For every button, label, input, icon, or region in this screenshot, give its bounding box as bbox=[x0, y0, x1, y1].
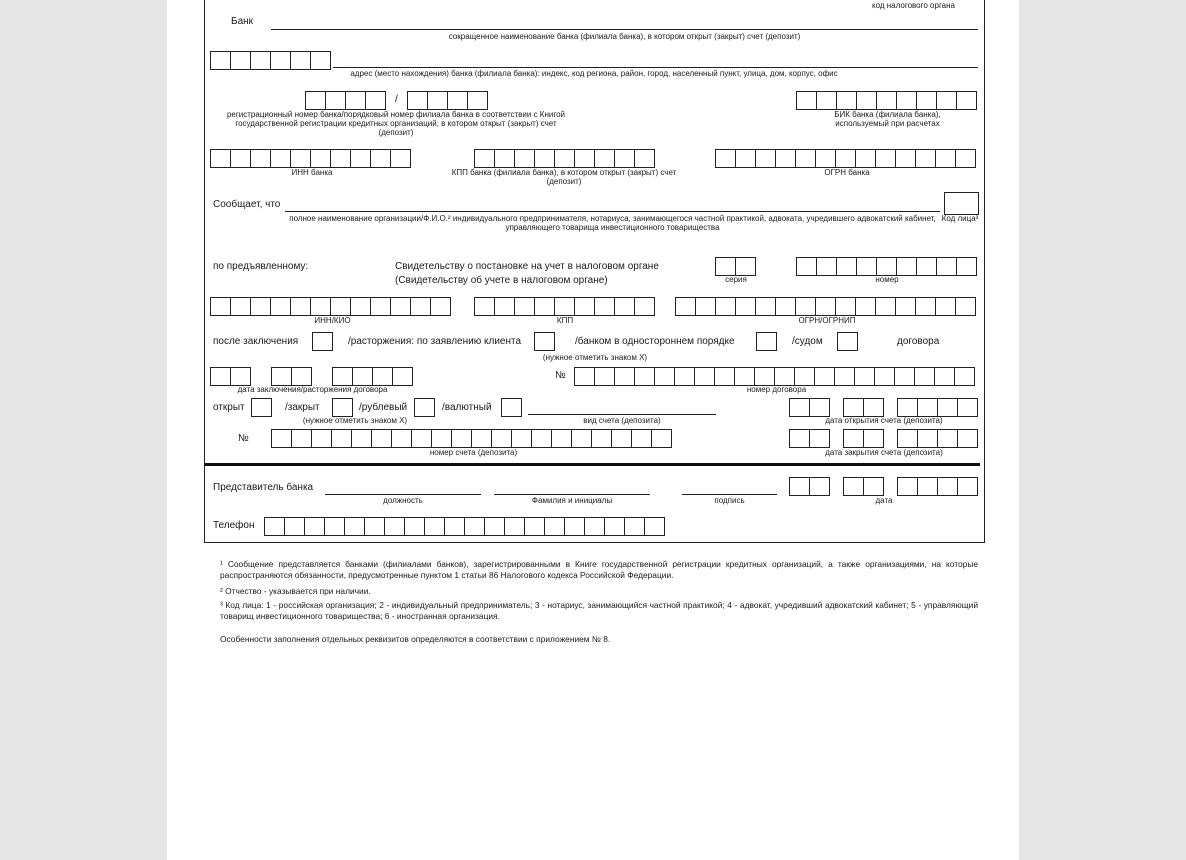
input-cell[interactable] bbox=[524, 517, 545, 536]
open-date-caption: дата открытия счета (депозита) bbox=[825, 416, 943, 425]
input-cell[interactable] bbox=[789, 398, 810, 417]
input-cell[interactable] bbox=[917, 429, 938, 448]
input-cell[interactable] bbox=[895, 297, 916, 316]
input-cell[interactable] bbox=[634, 297, 655, 316]
by-court-checkbox[interactable] bbox=[837, 332, 858, 351]
signature-line bbox=[682, 494, 777, 495]
bank-kpp-cells[interactable] bbox=[474, 149, 654, 167]
input-cell[interactable] bbox=[957, 398, 978, 417]
certificate-number-cells[interactable] bbox=[796, 257, 976, 275]
footnote-1: ¹ Сообщение представляется банками (филиалами банков), зарегистрированными в Книге государственной регистрации кредитных организаций, а также организациями, на которые распространяются обязанности, предусмотренные пунктом 1 статьи 86 Налогового кодекса Российской Федерации. bbox=[220, 559, 978, 581]
input-cell[interactable] bbox=[270, 149, 291, 168]
bank-name-line bbox=[271, 29, 978, 30]
input-cell[interactable] bbox=[654, 367, 675, 386]
input-cell[interactable] bbox=[290, 297, 311, 316]
client-inn-kio-cells[interactable] bbox=[210, 297, 450, 315]
input-cell[interactable] bbox=[410, 297, 431, 316]
input-cell[interactable] bbox=[464, 517, 485, 536]
input-cell[interactable] bbox=[250, 297, 271, 316]
input-cell[interactable] bbox=[674, 367, 695, 386]
input-cell[interactable] bbox=[431, 429, 452, 448]
input-cell[interactable] bbox=[574, 149, 595, 168]
input-cell[interactable] bbox=[351, 429, 372, 448]
input-cell[interactable] bbox=[814, 367, 835, 386]
open-date-year-cells[interactable] bbox=[897, 398, 977, 416]
sign-date-caption: дата bbox=[875, 496, 893, 505]
input-cell[interactable] bbox=[876, 257, 897, 276]
input-cell[interactable] bbox=[350, 297, 371, 316]
input-cell[interactable] bbox=[917, 477, 938, 496]
bank-reg-number-cells[interactable] bbox=[305, 91, 385, 109]
input-cell[interactable] bbox=[895, 149, 916, 168]
input-cell[interactable] bbox=[332, 367, 353, 386]
input-cell[interactable] bbox=[444, 517, 465, 536]
bank-label: Банк bbox=[231, 16, 254, 27]
input-cell[interactable] bbox=[914, 367, 935, 386]
person-code-caption: Код лица³ bbox=[941, 214, 979, 223]
input-cell[interactable] bbox=[511, 429, 532, 448]
input-cell[interactable] bbox=[836, 91, 857, 110]
input-cell[interactable] bbox=[310, 51, 331, 70]
account-opened-checkbox[interactable] bbox=[251, 398, 272, 417]
input-cell[interactable] bbox=[863, 477, 884, 496]
input-cell[interactable] bbox=[631, 429, 652, 448]
input-cell[interactable] bbox=[634, 367, 655, 386]
input-cell[interactable] bbox=[956, 91, 977, 110]
input-cell[interactable] bbox=[330, 149, 351, 168]
input-cell[interactable] bbox=[774, 367, 795, 386]
account-number-caption: номер счета (депозита) bbox=[429, 448, 518, 457]
input-cell[interactable] bbox=[305, 91, 326, 110]
input-cell[interactable] bbox=[310, 297, 331, 316]
bank-ogrn-cells[interactable] bbox=[715, 149, 975, 167]
input-cell[interactable] bbox=[372, 367, 393, 386]
input-cell[interactable] bbox=[917, 398, 938, 417]
input-cell[interactable] bbox=[735, 149, 756, 168]
account-closed-checkbox[interactable] bbox=[332, 398, 353, 417]
sign-date-year-cells[interactable] bbox=[897, 477, 977, 495]
input-cell[interactable] bbox=[789, 429, 810, 448]
input-cell[interactable] bbox=[843, 477, 864, 496]
input-cell[interactable] bbox=[614, 297, 635, 316]
input-cell[interactable] bbox=[407, 91, 428, 110]
branch-number-cells[interactable] bbox=[407, 91, 487, 109]
account-mark-x-caption: (нужное отметить знаком Х) bbox=[302, 416, 408, 425]
bank-inn-caption: ИНН банка bbox=[291, 168, 333, 177]
reports-label: Сообщает, что bbox=[213, 199, 281, 210]
input-cell[interactable] bbox=[854, 367, 875, 386]
input-cell[interactable] bbox=[611, 429, 632, 448]
input-cell[interactable] bbox=[836, 257, 857, 276]
input-cell[interactable] bbox=[391, 429, 412, 448]
input-cell[interactable] bbox=[955, 149, 976, 168]
input-cell[interactable] bbox=[594, 149, 615, 168]
open-date-day-cells[interactable] bbox=[789, 398, 829, 416]
section-divider bbox=[204, 463, 980, 466]
input-cell[interactable] bbox=[474, 149, 495, 168]
input-cell[interactable] bbox=[494, 149, 515, 168]
client-inn-kio-caption: ИНН/КИО bbox=[314, 316, 351, 325]
contract-date-month-cells[interactable] bbox=[271, 367, 311, 385]
certificate-number-caption: номер bbox=[875, 275, 899, 284]
input-cell[interactable] bbox=[325, 91, 346, 110]
input-cell[interactable] bbox=[350, 149, 371, 168]
input-cell[interactable] bbox=[937, 398, 958, 417]
client-name-caption: полное наименование организации/Ф.И.О.² индивидуального предпринимателя, нотариуса, занимающегося частной практикой, адвоката, учредившего адвокатский кабинет, управляющего товарища инвестиционного товарищества bbox=[289, 214, 936, 233]
by-bank-checkbox[interactable] bbox=[756, 332, 777, 351]
input-cell[interactable] bbox=[789, 477, 810, 496]
input-cell[interactable] bbox=[915, 149, 936, 168]
input-cell[interactable] bbox=[574, 297, 595, 316]
client-name-line bbox=[285, 211, 940, 212]
input-cell[interactable] bbox=[364, 517, 385, 536]
input-cell[interactable] bbox=[855, 297, 876, 316]
input-cell[interactable] bbox=[896, 91, 917, 110]
input-cell[interactable] bbox=[937, 429, 958, 448]
currency-label: /валютный bbox=[442, 402, 492, 413]
close-date-day-cells[interactable] bbox=[789, 429, 829, 447]
input-cell[interactable] bbox=[427, 91, 448, 110]
input-cell[interactable] bbox=[957, 477, 978, 496]
input-cell[interactable] bbox=[474, 297, 495, 316]
input-cell[interactable] bbox=[467, 91, 488, 110]
input-cell[interactable] bbox=[915, 297, 936, 316]
input-cell[interactable] bbox=[734, 367, 755, 386]
input-cell[interactable] bbox=[344, 517, 365, 536]
input-cell[interactable] bbox=[809, 429, 830, 448]
input-cell[interactable] bbox=[863, 398, 884, 417]
input-cell[interactable] bbox=[250, 51, 271, 70]
contract-number-caption: номер договора bbox=[746, 385, 807, 394]
input-cell[interactable] bbox=[311, 429, 332, 448]
tax-authority-code-caption: код налогового органа bbox=[872, 1, 955, 10]
input-cell[interactable] bbox=[230, 297, 251, 316]
input-cell[interactable] bbox=[634, 149, 655, 168]
input-cell[interactable] bbox=[290, 51, 311, 70]
by-court-label: /судом bbox=[792, 336, 823, 347]
account-number-cells[interactable] bbox=[271, 429, 671, 447]
input-cell[interactable] bbox=[411, 429, 432, 448]
input-cell[interactable] bbox=[754, 367, 775, 386]
input-cell[interactable] bbox=[514, 297, 535, 316]
input-cell[interactable] bbox=[390, 297, 411, 316]
bank-ogrn-caption: ОГРН банка bbox=[824, 168, 870, 177]
input-cell[interactable] bbox=[324, 517, 345, 536]
footnote-4: Особенности заполнения отдельных реквизитов определяются в соответствии с приложением № 8. bbox=[220, 634, 611, 644]
input-cell[interactable] bbox=[651, 429, 672, 448]
input-cell[interactable] bbox=[843, 398, 864, 417]
input-cell[interactable] bbox=[594, 297, 615, 316]
input-cell[interactable] bbox=[863, 429, 884, 448]
contract-date-caption: дата заключения/расторжения договора bbox=[237, 385, 388, 394]
input-cell[interactable] bbox=[875, 297, 896, 316]
input-cell[interactable] bbox=[897, 429, 918, 448]
input-cell[interactable] bbox=[856, 91, 877, 110]
client-kpp-caption: КПП bbox=[556, 316, 574, 325]
input-cell[interactable] bbox=[451, 429, 472, 448]
input-cell[interactable] bbox=[554, 297, 575, 316]
input-cell[interactable] bbox=[392, 367, 413, 386]
input-cell[interactable] bbox=[796, 257, 817, 276]
input-cell[interactable] bbox=[894, 367, 915, 386]
input-cell[interactable] bbox=[230, 51, 251, 70]
certificate-line1: Свидетельству о постановке на учет в налоговом органе bbox=[395, 261, 659, 272]
input-cell[interactable] bbox=[809, 398, 830, 417]
input-cell[interactable] bbox=[424, 517, 445, 536]
input-cell[interactable] bbox=[916, 91, 937, 110]
input-cell[interactable] bbox=[574, 367, 595, 386]
input-cell[interactable] bbox=[936, 91, 957, 110]
input-cell[interactable] bbox=[210, 367, 231, 386]
input-cell[interactable] bbox=[815, 149, 836, 168]
bank-address-caption: адрес (место нахождения) банка (филиала банка): индекс, код региона, район, город, населенный пункт, улица, дом, корпус, офис bbox=[350, 69, 838, 78]
input-cell[interactable] bbox=[796, 91, 817, 110]
termination-by-client-checkbox[interactable] bbox=[534, 332, 555, 351]
input-cell[interactable] bbox=[291, 429, 312, 448]
input-cell[interactable] bbox=[271, 367, 292, 386]
contract-number-sign: № bbox=[555, 370, 566, 381]
account-closed-label: /закрыт bbox=[285, 402, 320, 413]
input-cell[interactable] bbox=[551, 429, 572, 448]
input-cell[interactable] bbox=[695, 297, 716, 316]
phone-cells[interactable] bbox=[264, 517, 664, 535]
input-cell[interactable] bbox=[484, 517, 505, 536]
input-cell[interactable] bbox=[430, 297, 451, 316]
input-cell[interactable] bbox=[956, 257, 977, 276]
input-cell[interactable] bbox=[290, 149, 311, 168]
certificate-series-cells[interactable] bbox=[715, 257, 755, 275]
input-cell[interactable] bbox=[795, 297, 816, 316]
input-cell[interactable] bbox=[955, 297, 976, 316]
bik-caption: БИК банка (филиала банка), используемый при расчетах bbox=[834, 110, 941, 129]
input-cell[interactable] bbox=[934, 367, 955, 386]
input-cell[interactable] bbox=[794, 367, 815, 386]
input-cell[interactable] bbox=[875, 149, 896, 168]
representative-label: Представитель банка bbox=[213, 482, 314, 493]
input-cell[interactable] bbox=[896, 257, 917, 276]
input-cell[interactable] bbox=[897, 477, 918, 496]
input-cell[interactable] bbox=[916, 257, 937, 276]
input-cell[interactable] bbox=[935, 297, 956, 316]
client-ogrn-caption: ОГРН/ОГРНИП bbox=[798, 316, 856, 325]
input-cell[interactable] bbox=[755, 297, 776, 316]
input-cell[interactable] bbox=[370, 297, 391, 316]
input-cell[interactable] bbox=[735, 297, 756, 316]
input-cell[interactable] bbox=[404, 517, 425, 536]
input-cell[interactable] bbox=[816, 91, 837, 110]
input-cell[interactable] bbox=[591, 429, 612, 448]
account-number-sign: № bbox=[238, 433, 249, 444]
presented-label: по предъявленному: bbox=[213, 261, 309, 272]
input-cell[interactable] bbox=[604, 517, 625, 536]
bank-kpp-caption: КПП банка (филиала банка), в котором открыт (закрыт) счет (депозит) bbox=[451, 168, 677, 187]
input-cell[interactable] bbox=[230, 367, 251, 386]
input-cell[interactable] bbox=[210, 297, 231, 316]
input-cell[interactable] bbox=[365, 91, 386, 110]
input-cell[interactable] bbox=[544, 517, 565, 536]
bank-region-code-cells[interactable] bbox=[210, 51, 330, 69]
input-cell[interactable] bbox=[291, 367, 312, 386]
name-line bbox=[494, 494, 650, 495]
contract-date-year-cells[interactable] bbox=[332, 367, 412, 385]
by-bank-label: /банком в одностороннем порядке bbox=[575, 336, 735, 347]
input-cell[interactable] bbox=[514, 149, 535, 168]
input-cell[interactable] bbox=[834, 367, 855, 386]
phone-label: Телефон bbox=[213, 520, 255, 531]
bank-address-line bbox=[333, 67, 978, 68]
input-cell[interactable] bbox=[856, 257, 877, 276]
input-cell[interactable] bbox=[250, 149, 271, 168]
client-kpp-cells[interactable] bbox=[474, 297, 654, 315]
close-date-month-cells[interactable] bbox=[843, 429, 883, 447]
input-cell[interactable] bbox=[855, 149, 876, 168]
termination-by-client-label: /расторжения: по заявлению клиента bbox=[348, 336, 522, 347]
input-cell[interactable] bbox=[614, 367, 635, 386]
input-cell[interactable] bbox=[371, 429, 392, 448]
input-cell[interactable] bbox=[935, 149, 956, 168]
input-cell[interactable] bbox=[345, 91, 366, 110]
input-cell[interactable] bbox=[624, 517, 645, 536]
input-cell[interactable] bbox=[310, 149, 331, 168]
input-cell[interactable] bbox=[447, 91, 468, 110]
input-cell[interactable] bbox=[809, 477, 830, 496]
position-caption: должность bbox=[383, 496, 423, 505]
input-cell[interactable] bbox=[775, 149, 796, 168]
input-cell[interactable] bbox=[843, 429, 864, 448]
input-cell[interactable] bbox=[284, 517, 305, 536]
input-cell[interactable] bbox=[755, 149, 776, 168]
after-conclusion-label: после заключения bbox=[213, 336, 299, 347]
contract-word: договора bbox=[897, 336, 940, 347]
close-date-caption: дата закрытия счета (депозита) bbox=[825, 448, 943, 457]
input-cell[interactable] bbox=[230, 149, 251, 168]
input-cell[interactable] bbox=[571, 429, 592, 448]
input-cell[interactable] bbox=[331, 429, 352, 448]
input-cell[interactable] bbox=[644, 517, 665, 536]
input-cell[interactable] bbox=[271, 429, 292, 448]
input-cell[interactable] bbox=[874, 367, 895, 386]
account-type-line bbox=[528, 414, 716, 415]
sign-date-day-cells[interactable] bbox=[789, 477, 829, 495]
input-cell[interactable] bbox=[795, 149, 816, 168]
contract-mark-x-caption: (нужное отметить знаком Х) bbox=[542, 353, 648, 362]
input-cell[interactable] bbox=[835, 149, 856, 168]
certificate-series-caption: серия bbox=[725, 275, 747, 284]
input-cell[interactable] bbox=[471, 429, 492, 448]
account-opened-label: открыт bbox=[213, 402, 245, 413]
input-cell[interactable] bbox=[554, 149, 575, 168]
account-type-caption: вид счета (депозита) bbox=[583, 416, 661, 425]
input-cell[interactable] bbox=[390, 149, 411, 168]
bik-cells[interactable] bbox=[796, 91, 976, 109]
input-cell[interactable] bbox=[270, 51, 291, 70]
client-ogrn-cells[interactable] bbox=[675, 297, 975, 315]
input-cell[interactable] bbox=[264, 517, 285, 536]
input-cell[interactable] bbox=[936, 257, 957, 276]
contract-number-cells[interactable] bbox=[574, 367, 974, 385]
footnote-3: ³ Код лица: 1 - российская организация; 2 - индивидуальный предприниматель; 3 - нотариус, занимающийся частной практикой; 4 - адвокат, учредивший адвокатский кабинет; 5 - управляющий товарищ инвестиционного товарищества; 6 - иностранная организация. bbox=[220, 600, 978, 622]
input-cell[interactable] bbox=[494, 297, 515, 316]
input-cell[interactable] bbox=[957, 429, 978, 448]
input-cell[interactable] bbox=[835, 297, 856, 316]
input-cell[interactable] bbox=[304, 517, 325, 536]
input-cell[interactable] bbox=[954, 367, 975, 386]
input-cell[interactable] bbox=[937, 477, 958, 496]
bank-reg-number-caption: регистрационный номер банка/порядковый номер филиала банка в соответствии с Книгой государственной регистрации кредитных организаций, в котором открыт (закрыт) счет (депозит) bbox=[226, 110, 566, 138]
position-line bbox=[325, 494, 481, 495]
input-cell[interactable] bbox=[352, 367, 373, 386]
input-cell[interactable] bbox=[816, 257, 837, 276]
input-cell[interactable] bbox=[675, 297, 696, 316]
bank-inn-cells[interactable] bbox=[210, 149, 410, 167]
open-date-month-cells[interactable] bbox=[843, 398, 883, 416]
currency-checkbox[interactable] bbox=[501, 398, 522, 417]
certificate-line2: (Свидетельству об учете в налоговом органе) bbox=[395, 275, 608, 286]
input-cell[interactable] bbox=[210, 149, 231, 168]
input-cell[interactable] bbox=[270, 297, 291, 316]
conclusion-checkbox[interactable] bbox=[312, 332, 333, 351]
contract-date-day-cells[interactable] bbox=[210, 367, 250, 385]
input-cell[interactable] bbox=[614, 149, 635, 168]
input-cell[interactable] bbox=[534, 297, 555, 316]
input-cell[interactable] bbox=[815, 297, 836, 316]
input-cell[interactable] bbox=[531, 429, 552, 448]
input-cell[interactable] bbox=[534, 149, 555, 168]
input-cell[interactable] bbox=[694, 367, 715, 386]
input-cell[interactable] bbox=[714, 367, 735, 386]
input-cell[interactable] bbox=[735, 257, 756, 276]
name-caption: Фамилия и инициалы bbox=[531, 496, 613, 505]
bank-short-name-caption: сокращенное наименование банка (филиала банка), в котором открыт (закрыт) счет (депозит) bbox=[448, 32, 801, 41]
input-cell[interactable] bbox=[491, 429, 512, 448]
input-cell[interactable] bbox=[715, 257, 736, 276]
sign-date-month-cells[interactable] bbox=[843, 477, 883, 495]
input-cell[interactable] bbox=[715, 149, 736, 168]
input-cell[interactable] bbox=[876, 91, 897, 110]
input-cell[interactable] bbox=[584, 517, 605, 536]
input-cell[interactable] bbox=[370, 149, 391, 168]
input-cell[interactable] bbox=[897, 398, 918, 417]
ruble-checkbox[interactable] bbox=[414, 398, 435, 417]
input-cell[interactable] bbox=[594, 367, 615, 386]
person-code-cell[interactable] bbox=[944, 192, 979, 215]
ruble-label: /рублевый bbox=[359, 402, 408, 413]
input-cell[interactable] bbox=[210, 51, 231, 70]
reg-number-separator: / bbox=[395, 94, 398, 105]
input-cell[interactable] bbox=[564, 517, 585, 536]
close-date-year-cells[interactable] bbox=[897, 429, 977, 447]
signature-caption: подпись bbox=[714, 496, 745, 505]
input-cell[interactable] bbox=[330, 297, 351, 316]
input-cell[interactable] bbox=[775, 297, 796, 316]
footnote-2: ² Отчество - указывается при наличии. bbox=[220, 586, 371, 596]
input-cell[interactable] bbox=[504, 517, 525, 536]
input-cell[interactable] bbox=[384, 517, 405, 536]
input-cell[interactable] bbox=[715, 297, 736, 316]
